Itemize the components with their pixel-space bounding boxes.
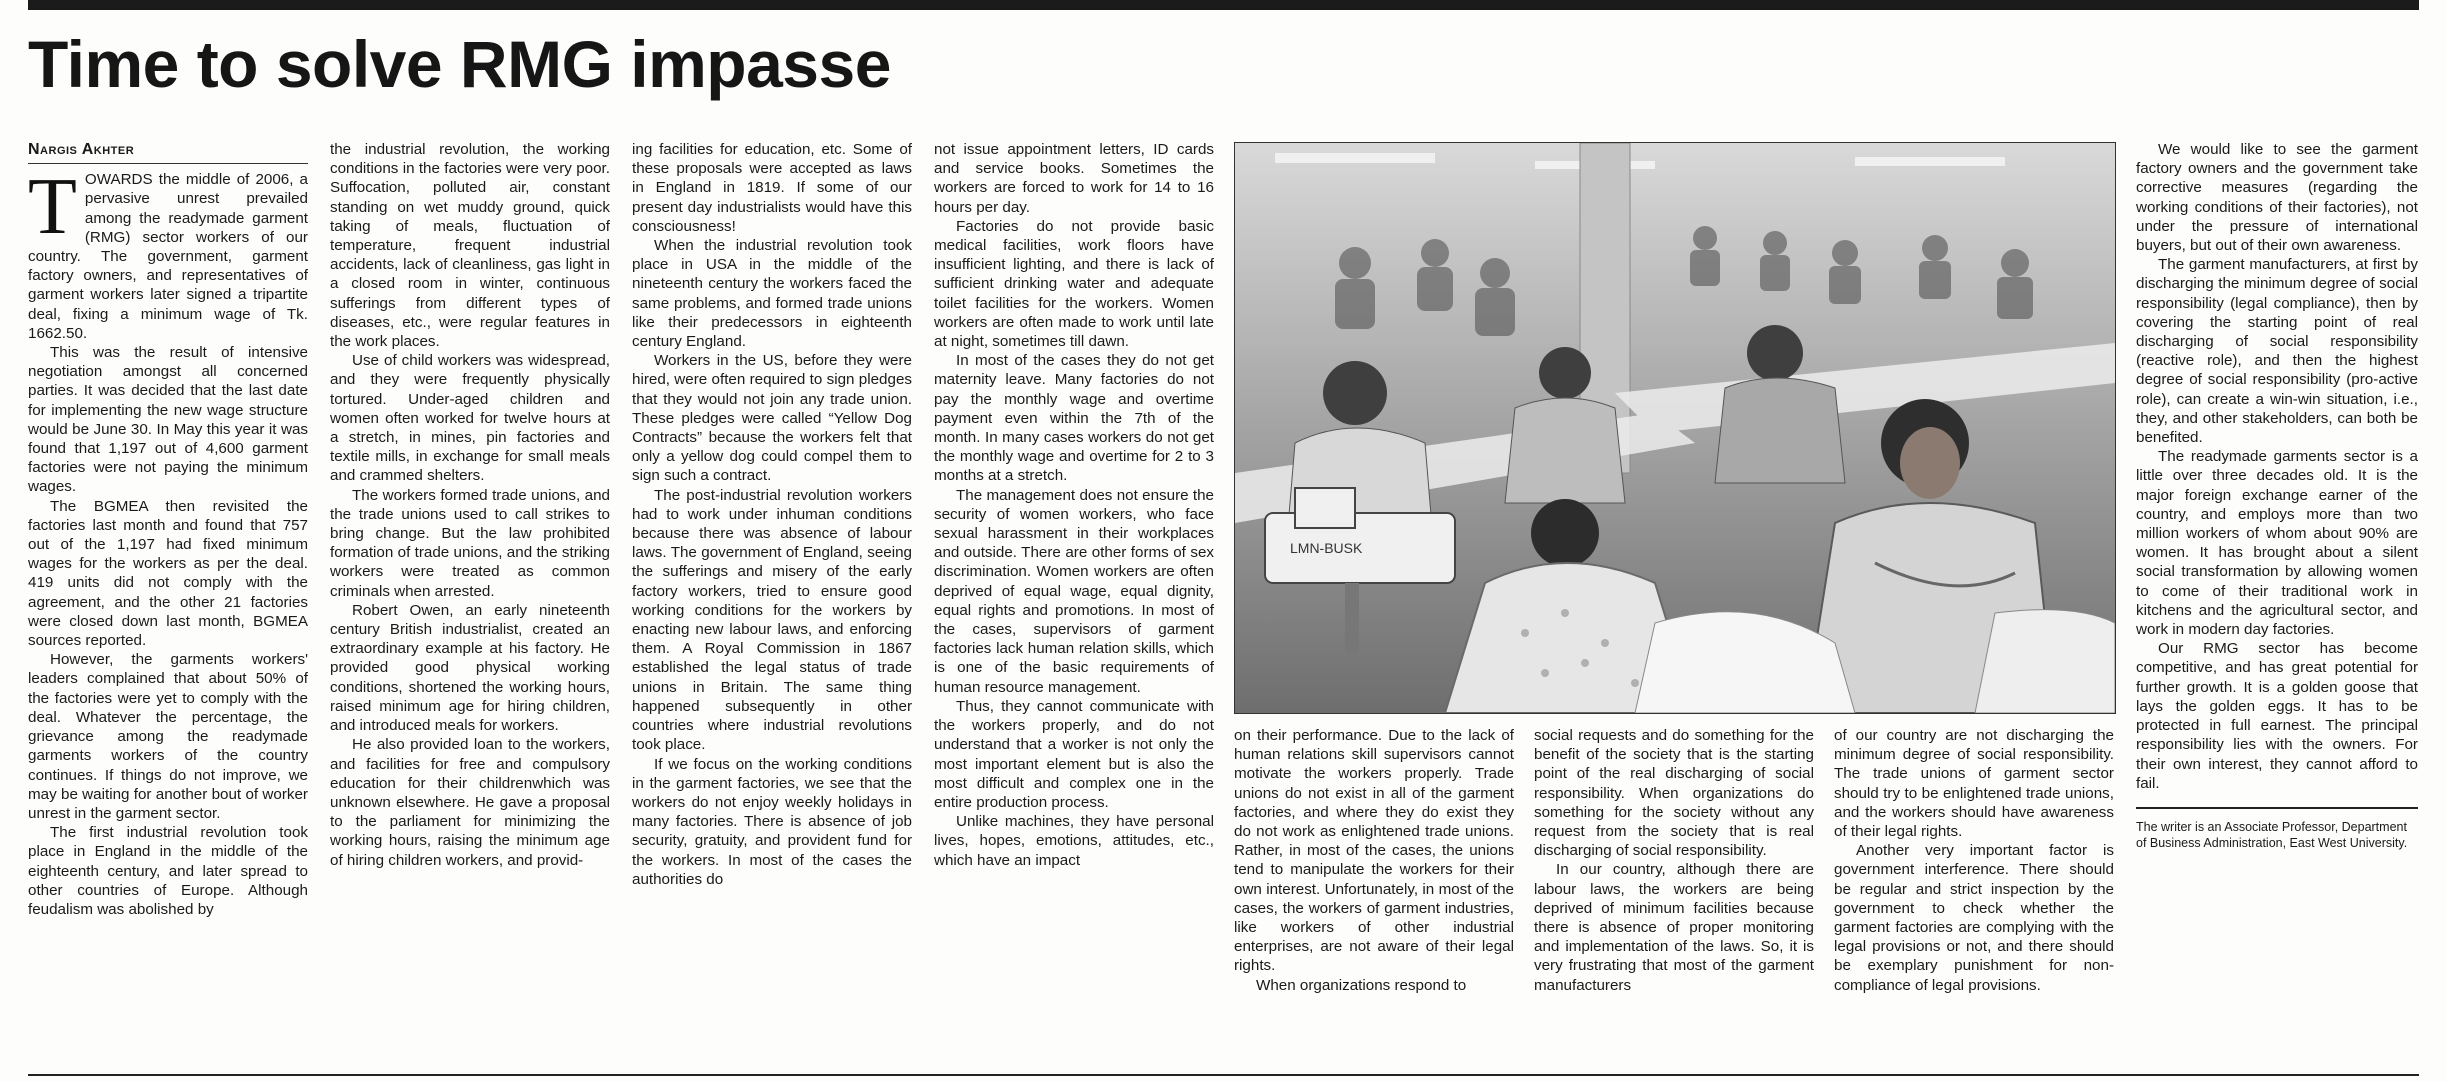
paragraph: We would like to see the garment factory owners and the government take corrective measures (regarding the working conditions of their factories), not under the pressure of international buyers, but out of their own awareness. (2136, 141, 2418, 255)
paragraph: The first industrial revolution took place in England in the middle of the eighteenth century, and later spread to other countries of Europe. Although feudalism was abolished by (28, 824, 308, 918)
paragraph: social requests and do something for the benefit of the society that is the starting point of the real discharging of social responsibility. When organizations do something for the society without any request from the society that is real discharging of social responsibility. (1534, 727, 1814, 860)
paragraph: In most of the cases they do not get maternity leave. Many factories do not pay the monthly wage and overtime payment even within the 7th of the month. In many cases workers do not get the monthly wage and overtime for 2 to 3 months at a stretch. (934, 352, 1214, 485)
author-note (2136, 807, 2418, 851)
paragraph: The readymade garments sector is a little over three decades old. It is the major foreign exchange earner of the country, and employs more than two million workers of whom about 90% are women. It has brought about a silent social transformation by allowing women to come of their traditional work in kitchens and the agricultural sector, and work in modern day factories. (2136, 448, 2418, 639)
paragraph: When the industrial revolution took place in USA in the middle of the nineteenth century the workers faced the same problems, and formed trade unions like their predecessors in eighteenth century England. (632, 237, 912, 351)
paragraph: Workers in the US, before they were hired, were often required to sign pledges that they would not join any trade union. These pledges were called “Yellow Dog Contracts” because the workers felt that only a yellow dog could compel them to sign such a contract. (632, 352, 912, 485)
paragraph: ing facilities for education, etc. Some of these proposals were accepted as laws in England in 1819. If some of our present day industrialists would have this consciousness! (632, 141, 912, 235)
machine-label: LMN-BUSK (1290, 540, 1363, 556)
paragraph: Our RMG sector has become competitive, and has great potential for further growth. It is a golden goose that lays the golden eggs. It has to be protected in full earnest. The principal responsibility lies with the owners. For their own interest, they cannot afford to fail. (2136, 640, 2418, 792)
top-rule (28, 0, 2419, 10)
column-4 (934, 140, 1214, 1072)
paragraph: The BGMEA then revisited the factories last month and found that 757 out of the 1,197 had fixed minimum wages for the workers as per the deal. 419 units did not comply with the agreement, and the other 21 factories were closed down last month, BGMEA sources reported. (28, 497, 308, 650)
column-5 (1234, 726, 1514, 1072)
byline: Nargis Akhter (28, 140, 308, 164)
paragraph: of our country are not discharging the minimum degree of social responsibility. The trade unions of garment sector should try to be enlightened trade unions, and the workers should have awareness of their legal rights. (1834, 727, 2114, 841)
paragraph: Unlike machines, they have personal lives, hopes, emotions, attitudes, etc., which have an impact (934, 813, 1214, 869)
paragraph: the industrial revolution, the working conditions in the factories were very poor. Suffocation, polluted air, constant standing on wet muddy ground, quick taking of meals, fluctuation of temperature, frequent industrial accidents, lack of cleanliness, gas light in a closed room in winter, continuous sufferings from different types of diseases, etc., were regular features in the work places. (330, 141, 610, 351)
paragraph: Robert Owen, an early nineteenth century British industrialist, created an extraordinary example at his factory. He provided good physical working conditions, shortened the working hours, raised minimum age for hiring children, and introduced meals for workers. (330, 601, 610, 735)
paragraph: The post-industrial revolution workers had to work under inhuman conditions because there was absence of labour laws. The government of England, seeing the sufferings and misery of the early factory workers, tried to ensure good working conditions for the workers by enacting new labour laws, and enforcing them. A Royal Commission in 1867 established the legal status of trade unions in Britain. The same thing happened subsequently in other countries where industrial revolutions took place. (632, 486, 912, 754)
headline: Time to solve RMG impasse (28, 27, 891, 101)
paragraph: not issue appointment letters, ID cards and service books. Sometimes the workers are forced to work for 14 to 16 hours per day. (934, 141, 1214, 216)
paragraph: This was the result of intensive negotiation amongst all concerned parties. It was decided that the last date for implementing the new wage structure would be June 30. In May this year it was found that 1,197 out of 4,600 garment factories were not paying the minimum wages. (28, 344, 308, 496)
column-1 (28, 140, 308, 1072)
paragraph-text: OWARDS the middle of 2006, a pervasive unrest prevailed among the readymade garment (RMG) sector workers of our country. The government, garment factory owners, and representatives of garment workers later signed a tripartite deal, fixing a minimum wage of Tk. 1662.50. (28, 171, 308, 342)
column-3 (632, 140, 912, 1072)
column-8 (2136, 140, 2418, 1072)
paragraph: However, the garments workers' leaders complained that about 50% of the factories were yet to comply with the deal. Whatever the percentage, the grievance among the readymade garments workers of the country continues. If things do not improve, we may be waiting for another bout of worker unrest in the garment sector. (28, 651, 308, 822)
paragraph (28, 163, 308, 343)
bottom-rule (28, 1074, 2419, 1076)
paragraph: The management does not ensure the security of women workers, who face sexual harassment in their workplaces and outside. There are other forms of sex discrimination. Women workers are often deprived of equal wage, equal dignity, equal rights and promotions. In most of the cases, supervisors of garment factories lack human relation skills, which is one of the basic requirements of human resource management. (934, 486, 1214, 696)
photo-illustration (1235, 143, 2115, 713)
paragraph: Thus, they cannot communicate with the workers properly, and do not understand that a worker is not only the most important element but is also the most difficult and complex one in the entire production process. (934, 697, 1214, 811)
paragraph: When organizations respond to (1256, 976, 1467, 994)
paragraph: In our country, although there are labour laws, the workers are being deprived of minimum facilities because there is absence of proper monitoring and implementation of the laws. So, it is very frustrating that most of the garment manufacturers (1534, 861, 1814, 994)
paragraph: The workers formed trade unions, and the trade unions used to call strikes to bring change. But the law prohibited formation of trade unions, and the striking workers were treated as common criminals when arrested. (330, 486, 610, 600)
paragraph: Factories do not provide basic medical facilities, work floors have insufficient lighting, and there is lack of sufficient drinking water and adequate toilet facilities for the workers. Women workers are often made to work until late at night, sometimes till dawn. (934, 217, 1214, 351)
author-note-text: The writer is an Associate Professor, Department of Business Administration, East West University. (2136, 819, 2408, 850)
column-2 (330, 140, 610, 1072)
dropcap: T (28, 163, 77, 252)
paragraph: on their performance. Due to the lack of human relations skill supervisors cannot motivate the workers properly. Trade unions do not exist in all of the garment factories, and where they do exist they do not work as enlightened trade unions. Rather, in most of the cases, the unions tend to manipulate the workers for their own interest. Unfortunately, in most of the cases, the workers of garment industries, like workers of other industrial enterprises, are not aware of their legal rights. (1234, 727, 1514, 975)
garment-factory-photo (1234, 142, 2116, 714)
paragraph: Use of child workers was widespread, and they were frequently physically tortured. Under-aged children and women often worked for twelve hours at a stretch, in mines, pin factories and textile mills, in exchange for small meals and crammed shelters. (330, 352, 610, 485)
column-6 (1534, 726, 1814, 1072)
paragraph: The garment manufacturers, at first by discharging the minimum degree of social responsibility (legal compliance), then by covering the starting point of real discharging of social responsibility (reactive role), and then the highest degree of social responsibility (pro-active role), can create a win-win situation, i.e., they, and other stakeholders, can both be benefited. (2136, 256, 2418, 447)
paragraph: Another very important factor is government interference. There should be regular and strict inspection by the government to check whether the garment factories are complying with the legal provisions or not, and there should be exemplary punishment for non-compliance of legal provisions. (1834, 842, 2114, 994)
paragraph: He also provided loan to the workers, and facilities for free and compulsory education for their childrenwhich was unknown elsewhere. He gave a proposal to the parliament for minimizing the working hours, raising the minimum age of hiring children workers, and provid- (330, 736, 610, 869)
column-7 (1834, 726, 2114, 1072)
paragraph: If we focus on the working conditions in the garment factories, we see that the workers do not enjoy weekly holidays in many factories. There is absence of job security, gratuity, and provident fund for the workers. In most of the cases the authorities do (632, 755, 912, 888)
